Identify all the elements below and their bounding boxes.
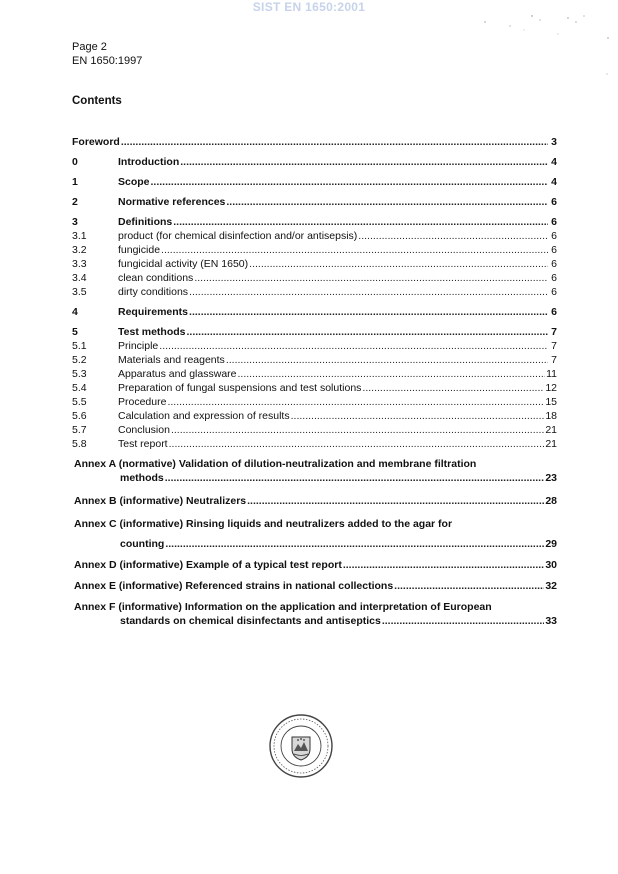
toc-title: Scope	[118, 176, 150, 188]
toc-page: 11	[546, 368, 557, 380]
page-number: Page 2	[72, 41, 107, 53]
toc-number: 3.5	[72, 286, 87, 298]
toc-number: 0	[72, 156, 78, 168]
toc-title: Principle	[118, 340, 159, 352]
leader-dots	[151, 175, 548, 189]
toc-title: Annex C (informative) Rinsing liquids and neutralizers added to the agar for	[74, 518, 453, 530]
leader-dots	[189, 285, 548, 299]
toc-page: 21	[545, 424, 557, 436]
toc-entry-foreword[interactable]	[72, 135, 557, 149]
toc-entry-annex-f[interactable]	[74, 600, 557, 628]
toc-page: 3	[551, 136, 557, 148]
toc-number: 5.8	[72, 438, 87, 450]
leader-dots	[247, 494, 544, 508]
leader-dots	[167, 395, 544, 409]
leader-dots	[180, 155, 548, 169]
toc-number: 1	[72, 176, 78, 188]
toc-number: 5.4	[72, 382, 87, 394]
toc-number: 3.3	[72, 258, 87, 270]
toc-page: 28	[545, 495, 557, 507]
toc-entry-apparatus[interactable]	[72, 367, 557, 381]
toc-title: Test methods	[118, 326, 186, 338]
toc-title: fungicidal activity (EN 1650)	[118, 258, 249, 270]
toc-entry-preparation[interactable]	[72, 381, 557, 395]
toc-title: Materials and reagents	[118, 354, 225, 366]
toc-title: Procedure	[118, 396, 167, 408]
toc-title: Normative references	[118, 196, 226, 208]
leader-dots	[186, 325, 548, 339]
annex-line	[74, 600, 557, 614]
toc-entry-test-report[interactable]	[72, 437, 557, 451]
toc-page: 4	[551, 176, 557, 188]
leader-dots	[159, 339, 548, 353]
leader-dots	[382, 614, 544, 628]
toc-page: 33	[545, 615, 557, 627]
toc-number: 5.1	[72, 340, 87, 352]
toc-title: dirty conditions	[118, 286, 189, 298]
annex-line	[74, 614, 557, 628]
toc-title: Apparatus and glassware	[118, 368, 237, 380]
toc-entry-product[interactable]	[72, 229, 557, 243]
contents-heading: Contents	[72, 95, 122, 107]
toc-entry-annex-a[interactable]	[74, 457, 557, 485]
toc-entry-introduction[interactable]	[72, 155, 557, 169]
toc-title: Annex D (informative) Example of a typical test report	[74, 559, 342, 571]
toc-page: 7	[551, 326, 557, 338]
toc-page: 15	[545, 396, 557, 408]
annex-line	[74, 457, 557, 471]
toc-page: 30	[545, 559, 557, 571]
toc-number: 2	[72, 196, 78, 208]
toc-entry-materials[interactable]	[72, 353, 557, 367]
leader-dots	[165, 471, 545, 485]
toc-number: 3.2	[72, 244, 87, 256]
toc-number: 5.2	[72, 354, 87, 366]
toc-number: 5	[72, 326, 78, 338]
leader-dots	[358, 229, 548, 243]
toc-page: 29	[545, 538, 557, 550]
leader-dots	[226, 353, 548, 367]
toc-number: 4	[72, 306, 78, 318]
toc-entry-procedure[interactable]	[72, 395, 557, 409]
toc-title: Annex F (informative) Information on the application and interpretation of European	[74, 601, 492, 613]
toc-entry-conclusion[interactable]	[72, 423, 557, 437]
toc-entry-scope[interactable]	[72, 175, 557, 189]
toc-number: 5.6	[72, 410, 87, 422]
toc-entry-calculation[interactable]	[72, 409, 557, 423]
leader-dots	[173, 215, 548, 229]
toc-title: Annex E (informative) Referenced strains in national collections	[74, 580, 394, 592]
toc-page: 32	[545, 580, 557, 592]
annex-line	[74, 517, 557, 531]
scan-specks	[480, 8, 618, 78]
toc-title: counting	[120, 538, 165, 550]
leader-dots	[169, 437, 545, 451]
table-of-contents	[72, 135, 557, 628]
toc-title: fungicide	[118, 244, 161, 256]
toc-page: 6	[551, 306, 557, 318]
toc-entry-test-methods[interactable]	[72, 325, 557, 339]
leader-dots	[189, 305, 548, 319]
toc-number: 3	[72, 216, 78, 228]
leader-dots	[394, 579, 544, 593]
toc-page: 6	[551, 272, 557, 284]
toc-page: 6	[551, 216, 557, 228]
annex-line	[74, 471, 557, 485]
toc-title: clean conditions	[118, 272, 194, 284]
leader-dots	[249, 257, 548, 271]
page-header	[72, 40, 142, 68]
toc-page: 6	[551, 196, 557, 208]
toc-title: Foreword	[72, 136, 120, 148]
leader-dots	[121, 135, 548, 149]
official-seal-icon	[268, 713, 334, 779]
toc-page: 4	[551, 156, 557, 168]
toc-entry-annex-b[interactable]	[74, 494, 557, 508]
toc-title: standards on chemical disinfectants and antiseptics	[120, 615, 381, 627]
toc-entry-principle[interactable]	[72, 339, 557, 353]
leader-dots	[291, 409, 545, 423]
toc-entry-fungicide[interactable]	[72, 243, 557, 257]
leader-dots	[343, 558, 545, 572]
toc-page: 6	[551, 230, 557, 242]
standard-id: EN 1650:1997	[72, 55, 143, 67]
leader-dots	[238, 367, 546, 381]
leader-dots	[161, 243, 548, 257]
watermark-text: SIST EN 1650:2001	[252, 0, 366, 14]
leader-dots	[194, 271, 548, 285]
toc-title: Annex B (informative) Neutralizers	[74, 495, 247, 507]
toc-number: 5.3	[72, 368, 87, 380]
leader-dots	[165, 537, 544, 551]
toc-page: 7	[551, 340, 557, 352]
toc-entry-definitions[interactable]	[72, 215, 557, 229]
toc-page: 21	[545, 438, 557, 450]
leader-dots	[362, 381, 544, 395]
toc-page: 12	[545, 382, 557, 394]
toc-entry-requirements[interactable]	[72, 305, 557, 319]
toc-page: 7	[551, 354, 557, 366]
toc-entry-annex-d[interactable]	[74, 558, 557, 572]
toc-entry-dirty-conditions[interactable]	[72, 285, 557, 299]
toc-title: Annex A (normative) Validation of dilution-neutralization and membrane filtration	[74, 458, 477, 470]
toc-entry-normative-references[interactable]	[72, 195, 557, 209]
toc-entry-annex-e[interactable]	[74, 579, 557, 593]
toc-title: product (for chemical disinfection and/or antisepsis)	[118, 230, 358, 242]
toc-number: 5.5	[72, 396, 87, 408]
toc-title: Requirements	[118, 306, 189, 318]
toc-number: 3.4	[72, 272, 87, 284]
toc-title: Preparation of fungal suspensions and test solutions	[118, 382, 362, 394]
leader-dots	[226, 195, 548, 209]
toc-title: Introduction	[118, 156, 180, 168]
toc-page: 23	[545, 472, 557, 484]
toc-number: 3.1	[72, 230, 87, 242]
toc-page: 6	[551, 258, 557, 270]
toc-page: 18	[545, 410, 557, 422]
toc-title: Calculation and expression of results	[118, 410, 290, 422]
toc-entry-clean-conditions[interactable]	[72, 271, 557, 285]
toc-entry-fungicidal-activity[interactable]	[72, 257, 557, 271]
toc-page: 6	[551, 286, 557, 298]
leader-dots	[171, 423, 544, 437]
toc-title: Test report	[118, 438, 168, 450]
toc-page: 6	[551, 244, 557, 256]
toc-title: Conclusion	[118, 424, 170, 436]
toc-title: methods	[120, 472, 164, 484]
annex-line	[74, 537, 557, 551]
toc-title: Definitions	[118, 216, 173, 228]
toc-entry-annex-c[interactable]	[74, 517, 557, 551]
toc-number: 5.7	[72, 424, 87, 436]
